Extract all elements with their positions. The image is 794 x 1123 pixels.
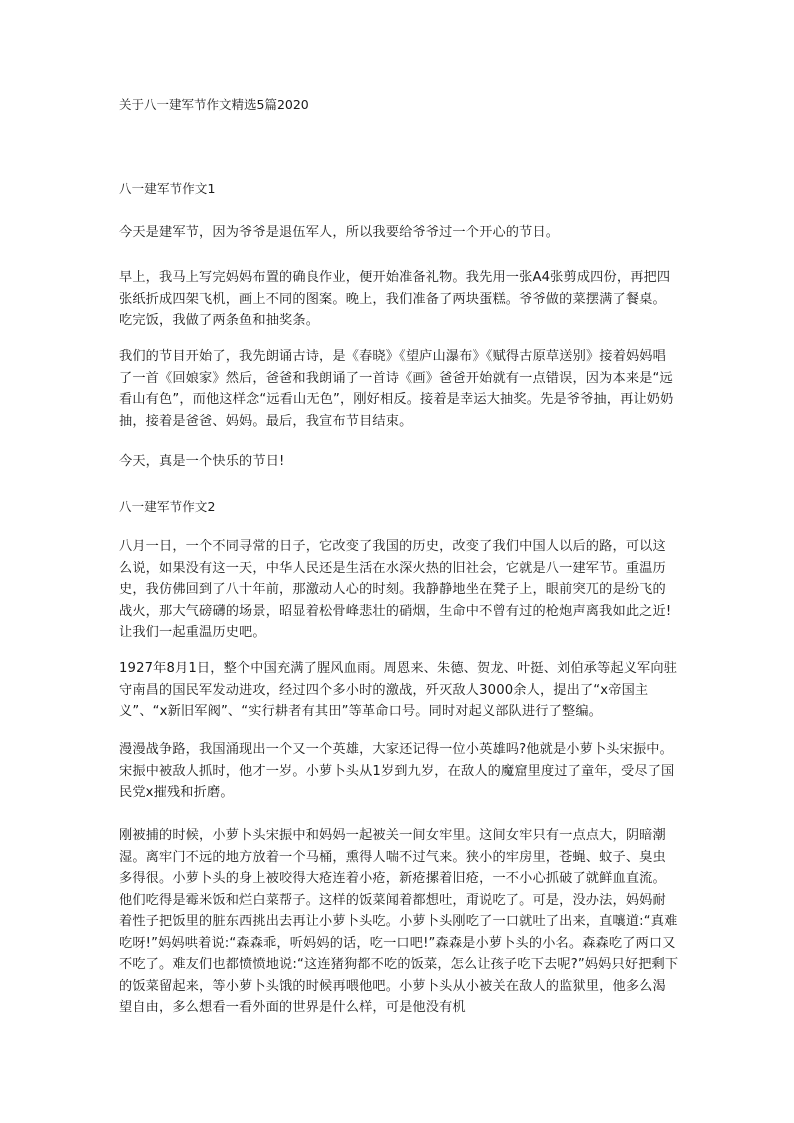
essay2-heading: 八一建军节作文2 bbox=[119, 499, 216, 514]
essay1-heading: 八一建军节作文1 bbox=[119, 181, 216, 196]
essay1-paragraph-1: 今天是建军节，因为爷爷是退伍军人，所以我要给爷爷过一个开心的节日。 bbox=[119, 225, 560, 240]
document-title: 关于八一建军节作文精选5篇2020 bbox=[119, 97, 309, 112]
essay1-paragraph-3: 我们的节目开始了，我先朗诵古诗，是《春晓》《望庐山瀑布》《赋得古原草送别》接着妈妈唱了一首《回娘家》然后，爸爸和我朗诵了一首诗《画》爸爸开始就有一点错误，因为本来是“远看山有色”，而他这样念“远看山无色”，刚好相反。接着是幸运大抽奖。先是爷爷抽，再让奶奶抽，接着是爸爸、妈妈。最后，我宣布节目结束。 bbox=[119, 349, 674, 429]
essay1-paragraph-4: 今天，真是一个快乐的节日! bbox=[119, 454, 285, 469]
essay2-paragraph-3: 漫漫战争路，我国涌现出一个又一个英雄，大家还记得一位小英雄吗?他就是小萝卜头宋振中。宋振中被敌人抓时，他才一岁。小萝卜头从1岁到九岁，在敌人的魔窟里度过了童年，受尽了国民党x摧残和折磨。 bbox=[119, 742, 675, 800]
essay2-paragraph-4: 刚被捕的时候，小萝卜头宋振中和妈妈一起被关一间女牢里。这间女牢只有一点点大，阴暗潮湿。离牢门不远的地方放着一个马桶，熏得人喘不过气来。狭小的牢房里，苍蝇、蚊子、臭虫多得很。小萝卜头的身上被咬得大疮连着小疮，新疮摞着旧疮，一不小心抓破了就鲜血直流。他们吃得是霉米饭和烂白菜帮子。这样的饭菜闻着都想吐，甭说吃了。可是，没办法，妈妈耐着性子把饭里的脏东西挑出去再让小萝卜头吃。小萝卜头刚吃了一口就吐了出来，直嚷道:“真难吃呀!”妈妈哄着说:“森森乖，听妈妈的话，吃一口吧!”森森是小萝卜头的小名。森森吃了两口又不吃了。难友们也都愤愤地说:“这连猪狗都不吃的饭菜，怎么让孩子吃下去呢?”妈妈只好把剩下的饭菜留起来，等小萝卜头饿的时候再喂他吧。小萝卜头从小被关在敌人的监狱里，他多么渴望自由，多么想看一看外面的世界是什么样，可是他没有机 bbox=[119, 828, 679, 1015]
essay1-paragraph-2: 早上，我马上写完妈妈布置的确良作业，便开始准备礼物。我先用一张A4张剪成四份，再把四张纸折成四架飞机，画上不同的图案。晚上，我们准备了两块蛋糕。爷爷做的菜摆满了餐桌。吃完饭，我做了两条鱼和抽奖条。 bbox=[119, 270, 671, 328]
essay2-paragraph-2: 1927年8月1日，整个中国充满了腥风血雨。周恩来、朱德、贺龙、叶挺、刘伯承等起义军向驻守南昌的国民军发动进攻，经过四个多小时的激战，歼灭敌人3000余人，提出了“x帝国主义”、“x新旧军阀”、“实行耕者有其田”等革命口号。同时对起义部队进行了整编。 bbox=[119, 661, 678, 719]
essay2-paragraph-1: 八月一日，一个不同寻常的日子，它改变了我国的历史，改变了我们中国人以后的路，可以这么说，如果没有这一天，中华人民还是生活在水深火热的旧社会，它就是八一建军节。重温历史，我仿佛回到了八十年前，那激动人心的时刻。我静静地坐在凳子上，眼前突兀的是纷飞的战火，那大气磅礴的场景，昭显着松骨峰悲壮的硝烟，生命中不曾有过的枪炮声离我如此之近!让我们一起重温历史吧。 bbox=[119, 539, 672, 640]
